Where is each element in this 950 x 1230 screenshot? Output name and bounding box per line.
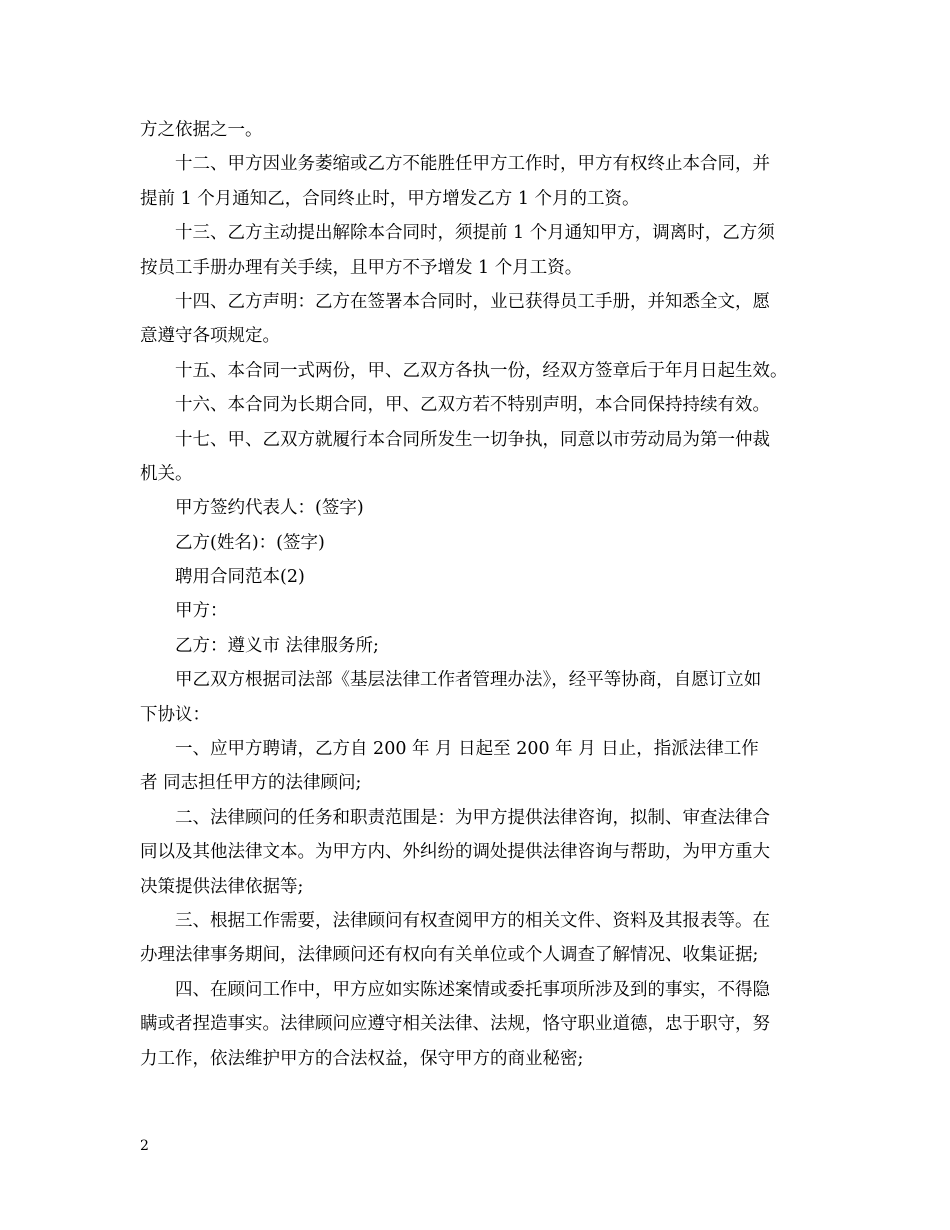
text-line: 瞒或者捏造事实。法律顾问应遵守相关法律、法规，恪守职业道德，忠于职守，努 [140,1014,770,1035]
text-line: 意遵守各项规定。 [140,326,280,347]
clause-15-line: 十五、本合同一式两份，甲、乙双方各执一份，经双方签章后于年月日起生效。 [175,360,788,381]
text-line: 力工作，依法维护甲方的合法权益，保守甲方的商业秘密; [140,1048,584,1069]
text-line: 办理法律事务期间，法律顾问还有权向有关单位或个人调查了解情况、收集证据; [140,945,759,966]
clause-3-line: 三、根据工作需要，法律顾问有权查阅甲方的相关文件、资料及其报表等。在 [175,910,770,931]
clause-1-line: 一、应甲方聘请，乙方自 200 年 月 日起至 200 年 月 日止，指派法律工作 [175,739,759,760]
page-number: 2 [140,1138,149,1154]
text-line: 按员工手册办理有关手续，且甲方不予增发 1 个月工资。 [140,257,583,278]
party-a-line: 甲方： [175,601,228,622]
party-b-signature-line: 乙方(姓名)：(签字) [175,532,325,553]
text-line: 者 同志担任甲方的法律顾问; [140,773,362,794]
clause-13-line: 十三、乙方主动提出解除本合同时，须提前 1 个月通知甲方，调离时，乙方须 [175,223,775,244]
party-b-line: 乙方：遵义市 法律服务所; [175,635,379,656]
text-line: 机关。 [140,463,193,484]
text-line: 决策提供法律依据等; [140,876,304,897]
clause-14-line: 十四、乙方声明：乙方在签署本合同时，业已获得员工手册，并知悉全文，愿 [175,291,770,312]
clause-4-line: 四、在顾问工作中，甲方应如实陈述案情或委托事项所涉及到的事实，不得隐 [175,979,770,1000]
text-line: 方之依据之一。 [140,120,263,140]
section-title: 聘用合同范本(2) [175,567,305,588]
clause-12-line: 十二、甲方因业务萎缩或乙方不能胜任甲方工作时，甲方有权终止本合同，并 [175,154,770,175]
clause-16-line: 十六、本合同为长期合同，甲、乙双方若不特别声明，本合同保持持续有效。 [175,395,770,416]
preamble-line: 甲乙双方根据司法部《基层法律工作者管理办法》，经平等协商，自愿订立如 [175,670,762,691]
text-line: 提前 1 个月通知乙，合同终止时，甲方增发乙方 1 个月的工资。 [140,188,640,209]
party-a-signature-line: 甲方签约代表人：(签字) [175,498,364,519]
clause-17-line: 十七、甲、乙双方就履行本合同所发生一切争执，同意以市劳动局为第一仲裁 [175,429,770,450]
text-line: 同以及其他法律文本。为甲方内、外纠纷的调处提供法律咨询与帮助，为甲方重大 [140,842,770,863]
text-line: 下协议： [140,704,210,725]
document-body [140,113,820,1076]
clause-2-line: 二、法律顾问的任务和职责范围是：为甲方提供法律咨询，拟制、审查法律合 [175,807,770,828]
